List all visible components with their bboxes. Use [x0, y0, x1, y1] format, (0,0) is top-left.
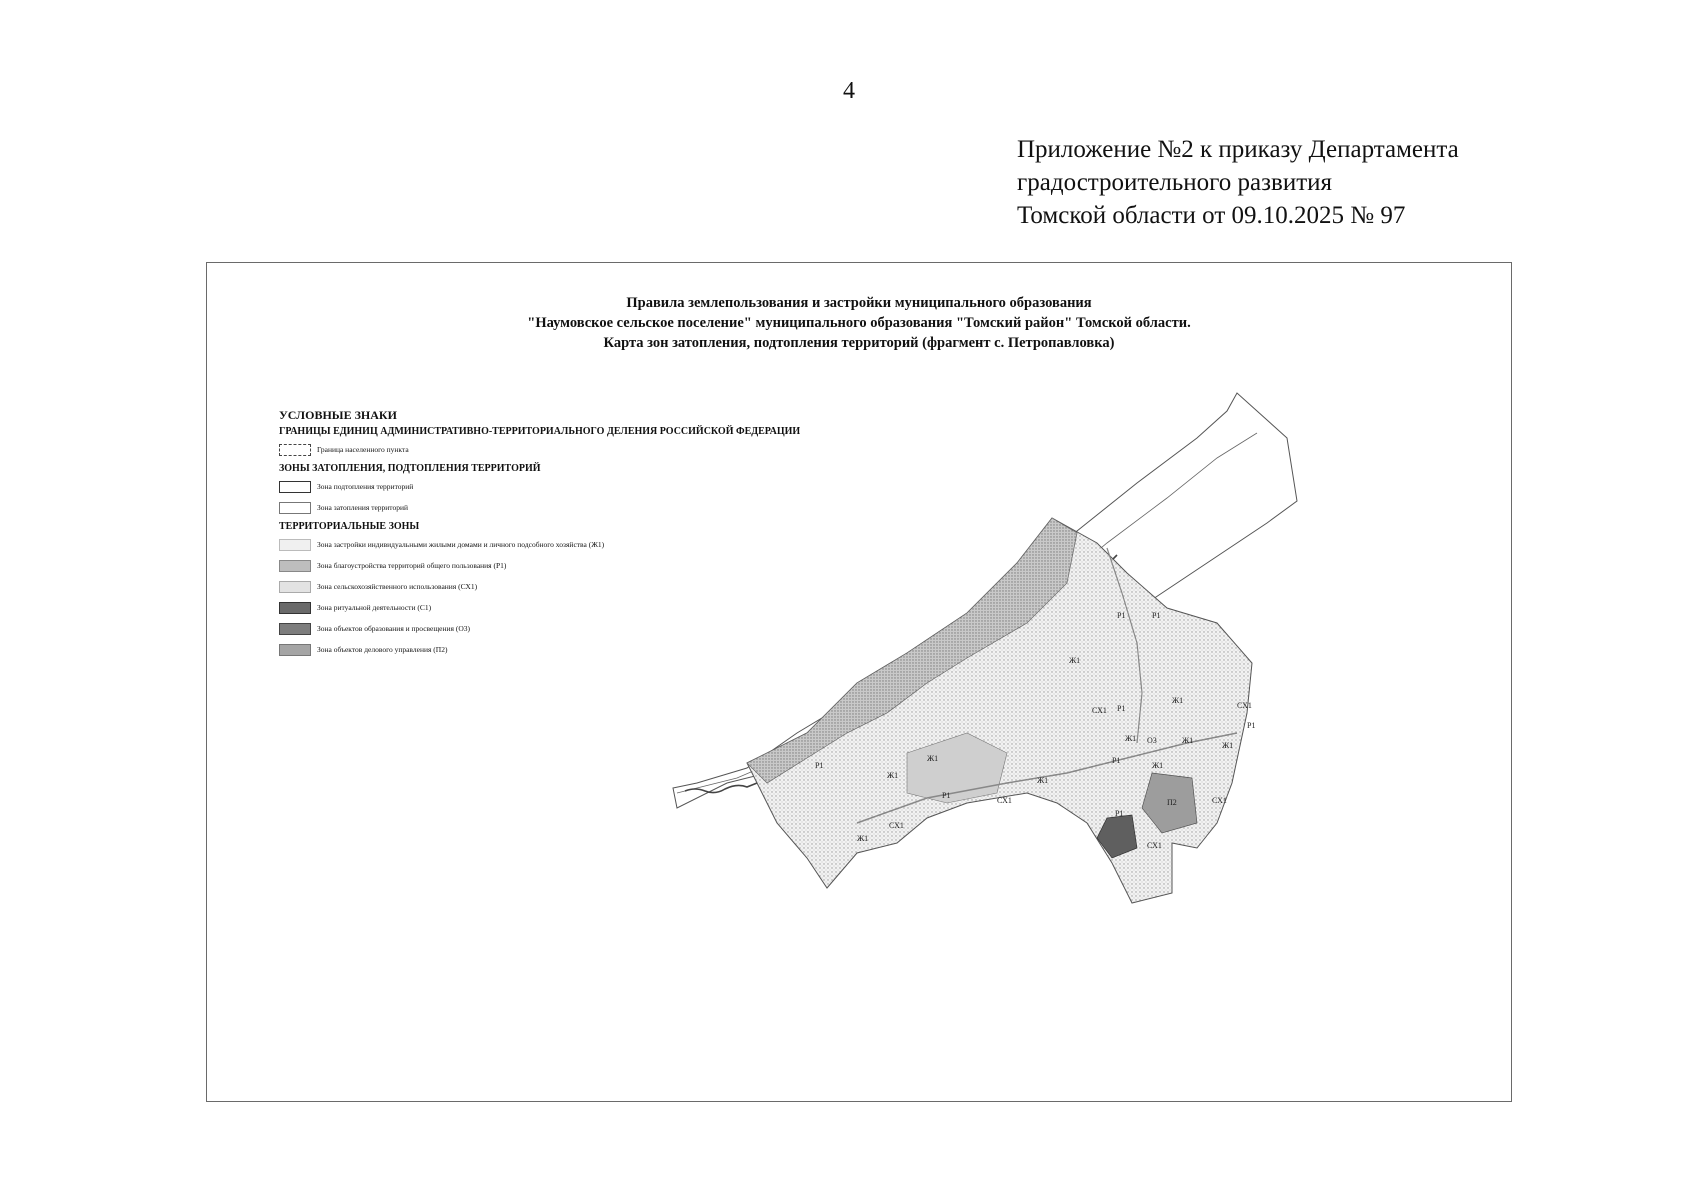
s1-swatch — [279, 602, 311, 614]
underflood-swatch — [279, 481, 311, 493]
page-number: 4 — [843, 78, 855, 104]
label-zh1-west: Ж1 — [887, 771, 899, 780]
p2-swatch — [279, 644, 311, 656]
legend-heading: УСЛОВНЫЕ ЗНАКИ — [279, 408, 397, 422]
legend-label: Зона объектов делового управления (П2) — [317, 645, 448, 654]
legend-label: Зона объектов образования и просвещения (О3) — [317, 624, 470, 633]
appendix-line-1: Приложение №2 к приказу Департамента — [1017, 136, 1459, 163]
legend-label: Зона сельскохозяйственного использования (СХ1) — [317, 582, 478, 591]
legend-item-o3 — [279, 618, 899, 639]
label-o3: О3 — [1147, 736, 1157, 745]
label-zh1-southwest: Ж1 — [857, 834, 869, 843]
map-title-line-2: "Наумовское сельское поселение" муниципального образования "Томский район" Томской области. — [527, 315, 1191, 331]
label-sh1-south: СХ1 — [1147, 841, 1162, 850]
legend-item-p2 — [279, 639, 899, 660]
label-r1-center: Р1 — [942, 791, 951, 800]
appendix-line-2: градостроительного развития — [1017, 169, 1333, 196]
legend-label: Зона подтопления территорий — [317, 482, 414, 491]
label-zh1-north: Ж1 — [1069, 656, 1081, 665]
appendix-note — [1017, 133, 1459, 232]
label-sh1-north: СХ1 — [1092, 706, 1107, 715]
legend-label: Зона застройки индивидуальными жилыми домами и личного подсобного хозяйства (Ж1) — [317, 540, 605, 549]
o3-swatch — [279, 623, 311, 635]
label-sh1-east: СХ1 — [1237, 701, 1252, 710]
map-title-line-3: Карта зон затопления, подтопления территорий (фрагмент с. Петропавловка) — [603, 335, 1115, 351]
legend-label: Зона затопления территорий — [317, 503, 409, 512]
label-r1-river: Р1 — [815, 761, 824, 770]
legend-section-flood-zones: ЗОНЫ ЗАТОПЛЕНИЯ, ПОДТОПЛЕНИЯ ТЕРРИТОРИЙ — [279, 463, 541, 474]
legend-item-underflood — [279, 476, 899, 497]
legend-section-territorial-zones: ТЕРРИТОРИАЛЬНЫЕ ЗОНЫ — [279, 521, 420, 532]
label-zh1-mid: Ж1 — [1037, 776, 1049, 785]
legend-label: Зона ритуальной деятельности (С1) — [317, 603, 432, 612]
label-zh1-east-e: Ж1 — [1152, 761, 1164, 770]
label-r1-edge: Р1 — [1247, 721, 1256, 730]
label-sh1-center: СХ1 — [997, 796, 1012, 805]
map-title — [207, 293, 1511, 353]
map-sheet — [206, 262, 1512, 1102]
label-zh1-east-a: Ж1 — [1172, 696, 1184, 705]
settlement-boundary-swatch — [279, 444, 311, 456]
legend-item-r1 — [279, 555, 899, 576]
map-legend — [279, 405, 899, 660]
label-zh1-east-d: Ж1 — [1125, 734, 1137, 743]
flood-swatch — [279, 502, 311, 514]
label-r1-east: Р1 — [1117, 704, 1126, 713]
map-title-line-1: Правила землепользования и застройки муниципального образования — [626, 295, 1092, 311]
r1-swatch — [279, 560, 311, 572]
appendix-line-3: Томской области от 09.10.2025 № 97 — [1017, 202, 1406, 229]
label-r1-south: Р1 — [1112, 756, 1121, 765]
legend-section-boundaries: ГРАНИЦЫ ЕДИНИЦ АДМИНИСТРАТИВНО-ТЕРРИТОРИАЛЬНОГО ДЕЛЕНИЯ РОССИЙСКОЙ ФЕДЕРАЦИИ — [279, 426, 801, 437]
label-r1-cemetery: Р1 — [1115, 809, 1124, 818]
legend-item-flood — [279, 497, 899, 518]
legend-label: Граница населенного пункта — [317, 445, 409, 454]
legend-item-zh1 — [279, 534, 899, 555]
zh1-swatch — [279, 539, 311, 551]
map-drawing — [207, 263, 1511, 1101]
legend-item-s1 — [279, 597, 899, 618]
legend-label: Зона благоустройства территорий общего пользования (Р1) — [317, 561, 507, 570]
label-p2: П2 — [1167, 798, 1177, 807]
label-r1-north-b: Р1 — [1152, 611, 1161, 620]
sh1-swatch — [279, 581, 311, 593]
label-r1-north-a: Р1 — [1117, 611, 1126, 620]
legend-item-settlement-boundary — [279, 439, 899, 460]
label-zh1-east-c: Ж1 — [1222, 741, 1234, 750]
legend-item-sh1 — [279, 576, 899, 597]
label-zh1-center: Ж1 — [927, 754, 939, 763]
label-sh1-southeast: СХ1 — [1212, 796, 1227, 805]
label-zh1-east-b: Ж1 — [1182, 736, 1194, 745]
label-sh1-west: СХ1 — [889, 821, 904, 830]
